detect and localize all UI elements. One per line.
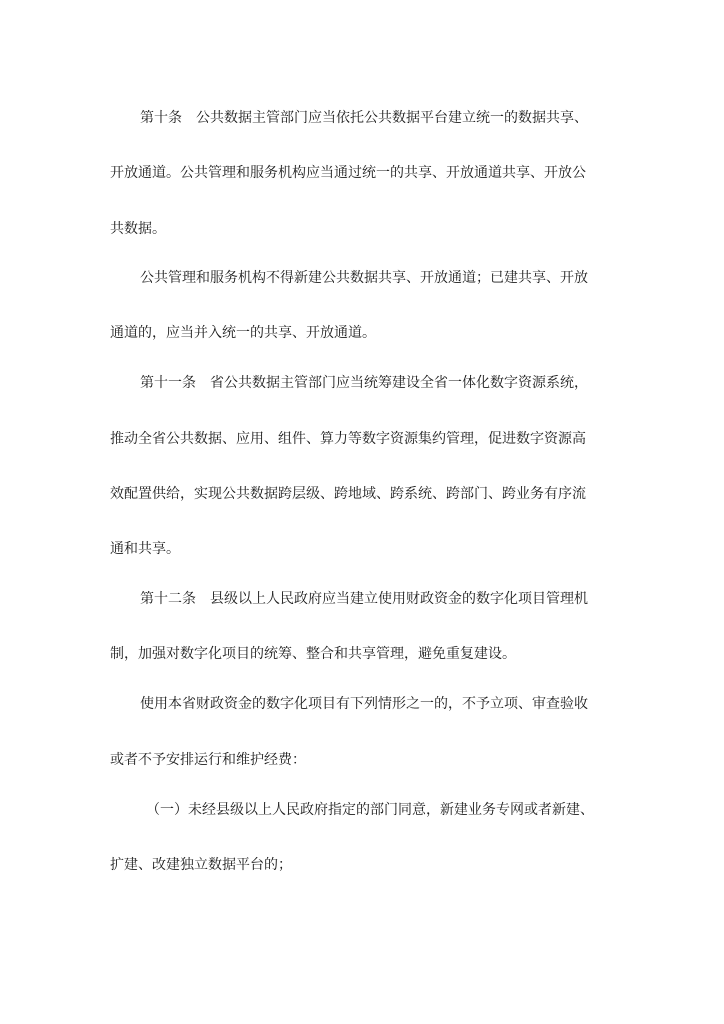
article-10-line-3: 共数据。 xyxy=(110,221,166,237)
article-10-para-2-line-2: 通道的，应当并入统一的共享、开放通道。 xyxy=(110,325,376,341)
article-text: 公共数据主管部门应当依托公共数据平台建立统一的数据共享、 xyxy=(196,110,588,126)
article-11-line-2: 推动全省公共数据、应用、组件、算力等数字资源集约管理，促进数字资源高 xyxy=(110,431,586,447)
article-10-para-2-line-1: 公共管理和服务机构不得新建公共数据共享、开放通道；已建共享、开放 xyxy=(140,270,588,286)
article-10-line-1 xyxy=(140,108,650,128)
article-11-line-3: 效配置供给，实现公共数据跨层级、跨地域、跨系统、跨部门、跨业务有序流 xyxy=(110,486,586,502)
article-12-para-2-line-2: 或者不予安排运行和维护经费： xyxy=(110,752,306,768)
article-12-item-1-line-2: 扩建、改建独立数据平台的； xyxy=(110,857,292,873)
article-label: 第十一条 xyxy=(140,375,196,391)
article-10-line-2: 开放通道。公共管理和服务机构应当通过统一的共享、开放通道共享、开放公 xyxy=(110,165,586,181)
article-label: 第十条 xyxy=(140,110,182,126)
article-12-item-1-line-1: （一）未经县级以上人民政府指定的部门同意，新建业务专网或者新建、 xyxy=(146,802,594,818)
article-11-line-4: 通和共享。 xyxy=(110,541,180,557)
article-12-line-1 xyxy=(140,589,650,609)
article-11-line-1 xyxy=(140,373,650,393)
article-12-line-2: 制，加强对数字化项目的统筹、整合和共享管理，避免重复建设。 xyxy=(110,646,516,662)
article-12-para-2-line-1: 使用本省财政资金的数字化项目有下列情形之一的，不予立项、审查验收 xyxy=(140,696,588,712)
article-text: 省公共数据主管部门应当统筹建设全省一体化数字资源系统， xyxy=(210,375,588,391)
article-label: 第十二条 xyxy=(140,591,196,607)
article-text: 县级以上人民政府应当建立使用财政资金的数字化项目管理机 xyxy=(210,591,588,607)
